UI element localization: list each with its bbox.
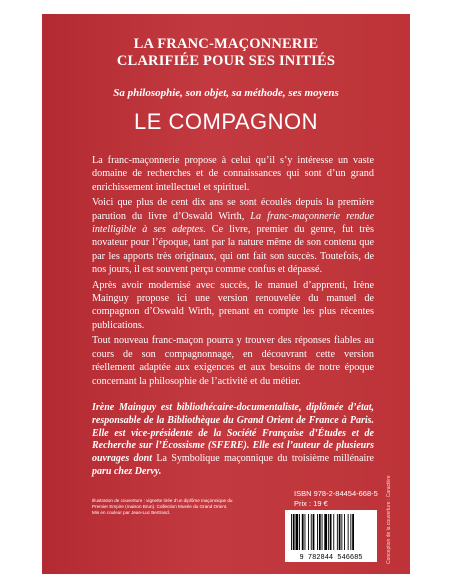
blurb-paragraph-1: La franc-maçonnerie propose à celui qu’il s’y intéresse un vaste domaine de recherches et de connaissances qui sont d’un grand enrichissement intellectuel et spirituel. xyxy=(92,155,374,193)
barcode-number: 9 782844 546685 xyxy=(299,554,363,562)
barcode-bar xyxy=(308,514,309,550)
barcode-bar xyxy=(344,514,345,550)
book-title xyxy=(42,36,410,70)
barcode-bar xyxy=(317,514,318,550)
barcode-bar xyxy=(339,514,341,550)
barcode-bar xyxy=(348,514,349,550)
book-subtitle: Sa philosophie, son objet, sa méthode, ses moyens xyxy=(113,87,339,99)
blurb-paragraph-4: Tout nouveau franc-maçon pourra y trouver des réponses fiables au cours de son compagnonnage, en découvrant cette version réellement adaptée aux exigences et aux besoins de notre époque concernant la philosophie de l’activité et du métier. xyxy=(92,335,374,387)
blurb-paragraph-3: Après avoir modernisé avec succès, le manuel d’apprenti, Irène Mainguy propose ici une version renouvelée du manuel de compagnon d’Oswald Wirth, prenant en compte les plus récentes publications. xyxy=(92,279,374,331)
barcode-bar xyxy=(299,514,300,550)
barcode-bar xyxy=(352,514,354,550)
barcode xyxy=(285,510,377,562)
cited-work: La Symbolique maçonnique du troisième millénaire xyxy=(151,453,374,465)
cover-credit: Illustration de couverture : vignette tirée d’un diplôme maçonnique du Premier Empire (maison Brun). Collection Musée du Grand Orient. Mis en couleur par Jean-Luc Bertrand. xyxy=(92,498,233,515)
barcode-bar xyxy=(293,514,295,550)
barcode-bar xyxy=(296,514,299,550)
isbn-block xyxy=(294,489,378,509)
barcode-bar xyxy=(291,514,292,550)
price: Prix : 19 € xyxy=(294,499,328,508)
title-line-1: LA FRANC-MAÇONNERIE xyxy=(133,36,319,52)
barcode-bar xyxy=(337,514,338,550)
barcode-bar xyxy=(302,514,304,550)
barcode-bar xyxy=(333,514,334,550)
barcode-graphic xyxy=(285,510,377,562)
barcode-bar xyxy=(322,514,323,550)
title-line-2: CLARIFIÉE POUR SES INITIÉS xyxy=(116,53,336,69)
cited-book-title: La franc-maçonnerie rendue intelligible à ses adeptes xyxy=(92,210,374,236)
barcode-bar xyxy=(328,514,329,550)
isbn: ISBN 978-2-84454-668-5 xyxy=(294,489,378,498)
barcode-bar xyxy=(330,514,332,550)
barcode-bar xyxy=(341,514,342,550)
barcode-bar xyxy=(305,514,306,550)
spine-credit: Conception de la couverture : Caractère xyxy=(386,475,392,564)
author-bio: Irène Mainguy est bibliothécaire-documentaliste, diplômée d’état, responsable de la Bibliothèque du Grand Orient de France à Paris. Elle est vice-présidente de la Société Française d’Études et de Recherche sur l’Écossisme (SFERE). Elle est l’auteur de plusieurs ouvrages dont La Symbolique maçonnique du troisième millénaire paru chez Dervy. xyxy=(92,402,374,477)
barcode-bar xyxy=(311,514,312,550)
barcode-bar xyxy=(350,514,351,550)
volume-title: LE COMPAGNON xyxy=(133,109,319,134)
barcode-bar xyxy=(324,514,327,550)
back-cover xyxy=(42,14,410,574)
barcode-bar xyxy=(313,514,315,550)
blurb-paragraph-2: Voici que plus de cent dix ans se sont écoulés depuis la première parution du livre d’Oswald Wirth, La franc-maçonnerie rendue intelligible à ses adeptes. Ce livre, premier du genre, fut très novateur pour l’époque, tant par la nature même de son contenu que par les apports très originaux, qui ont fait son succès. Toutefois, de nos jours, il est souvent perçu comme confus et dépassé. xyxy=(92,197,374,276)
barcode-bar xyxy=(319,514,321,550)
blurb xyxy=(92,154,374,388)
